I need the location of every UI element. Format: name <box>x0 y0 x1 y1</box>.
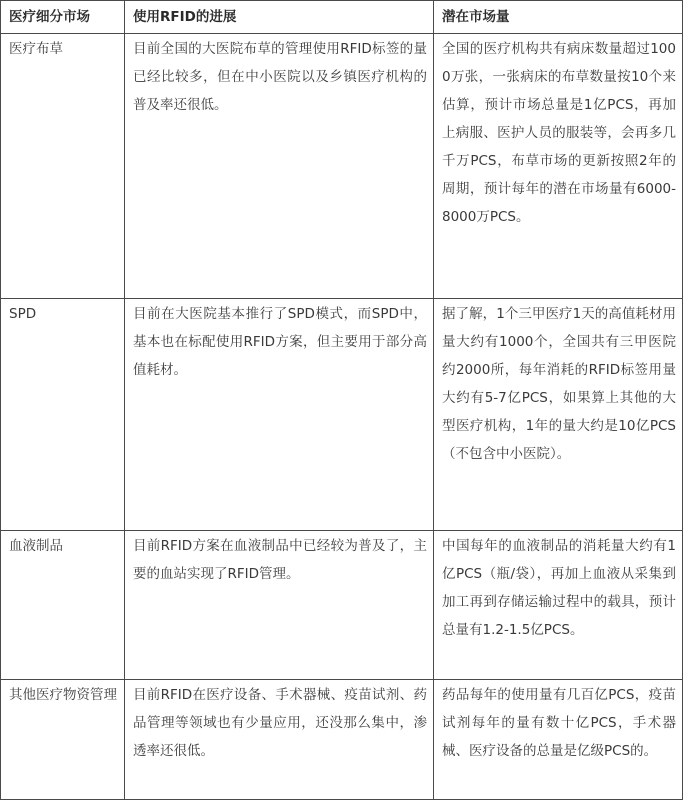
table-row <box>1 299 683 531</box>
potential-cell <box>434 299 683 531</box>
potential-cell <box>434 34 683 299</box>
progress-cell <box>125 299 434 531</box>
segment-cell <box>1 299 125 531</box>
segment-text: SPD <box>9 306 37 322</box>
progress-cell <box>125 680 434 800</box>
segment-cell <box>1 34 125 299</box>
potential-text: 据了解，1个三甲医疗1天的高值耗材用量大约有1000个，全国共有三甲医院约2000所，每年消耗的RFID标签用量大约有5-7亿PCS，如果算上其他的大型医疗机构，1年的量大约是10亿PCS（不包含中小医院）。 <box>442 306 676 462</box>
progress-text: 目前RFID在医疗设备、手术器械、疫苗试剂、药品管理等领域也有少量应用，还没那么集中，渗透率还很低。 <box>133 687 427 759</box>
segment-text: 医疗布草 <box>9 41 63 57</box>
potential-cell <box>434 531 683 680</box>
table-row <box>1 680 683 800</box>
segment-text: 其他医疗物资管理 <box>9 687 117 703</box>
potential-text: 药品每年的使用量有几百亿PCS，疫苗试剂每年的量有数十亿PCS，手术器械、医疗设备的总量是亿级PCS的。 <box>442 687 676 759</box>
table-row <box>1 34 683 299</box>
header-segment: 医疗细分市场 <box>1 1 125 34</box>
table-row <box>1 531 683 680</box>
progress-cell <box>125 531 434 680</box>
progress-text: 目前在大医院基本推行了SPD模式，而SPD中，基本也在标配使用RFID方案，但主要用于部分高值耗材。 <box>133 306 427 378</box>
header-potential: 潜在市场量 <box>434 1 683 34</box>
potential-cell <box>434 680 683 800</box>
segment-text: 血液制品 <box>9 538 63 554</box>
potential-text: 全国的医疗机构共有病床数量超过1000万张，一张病床的布草数量按10个来估算，预计市场总量是1亿PCS，再加上病服、医护人员的服装等，会再多几千万PCS，布草市场的更新按照2年的周期，预计每年的潜在市场量有6000-8000万PCS。 <box>442 41 676 225</box>
segment-cell <box>1 531 125 680</box>
progress-text: 目前RFID方案在血液制品中已经较为普及了，主要的血站实现了RFID管理。 <box>133 538 427 582</box>
potential-text: 中国每年的血液制品的消耗量大约有1亿PCS（瓶/袋），再加上血液从采集到加工再到存储运输过程中的载具，预计总量有1.2-1.5亿PCS。 <box>442 538 676 638</box>
header-progress: 使用RFID的进展 <box>125 1 434 34</box>
segment-cell <box>1 680 125 800</box>
header-row <box>1 1 683 34</box>
progress-cell <box>125 34 434 299</box>
progress-text: 目前全国的大医院布草的管理使用RFID标签的量已经比较多，但在中小医院以及乡镇医疗机构的普及率还很低。 <box>133 41 427 113</box>
